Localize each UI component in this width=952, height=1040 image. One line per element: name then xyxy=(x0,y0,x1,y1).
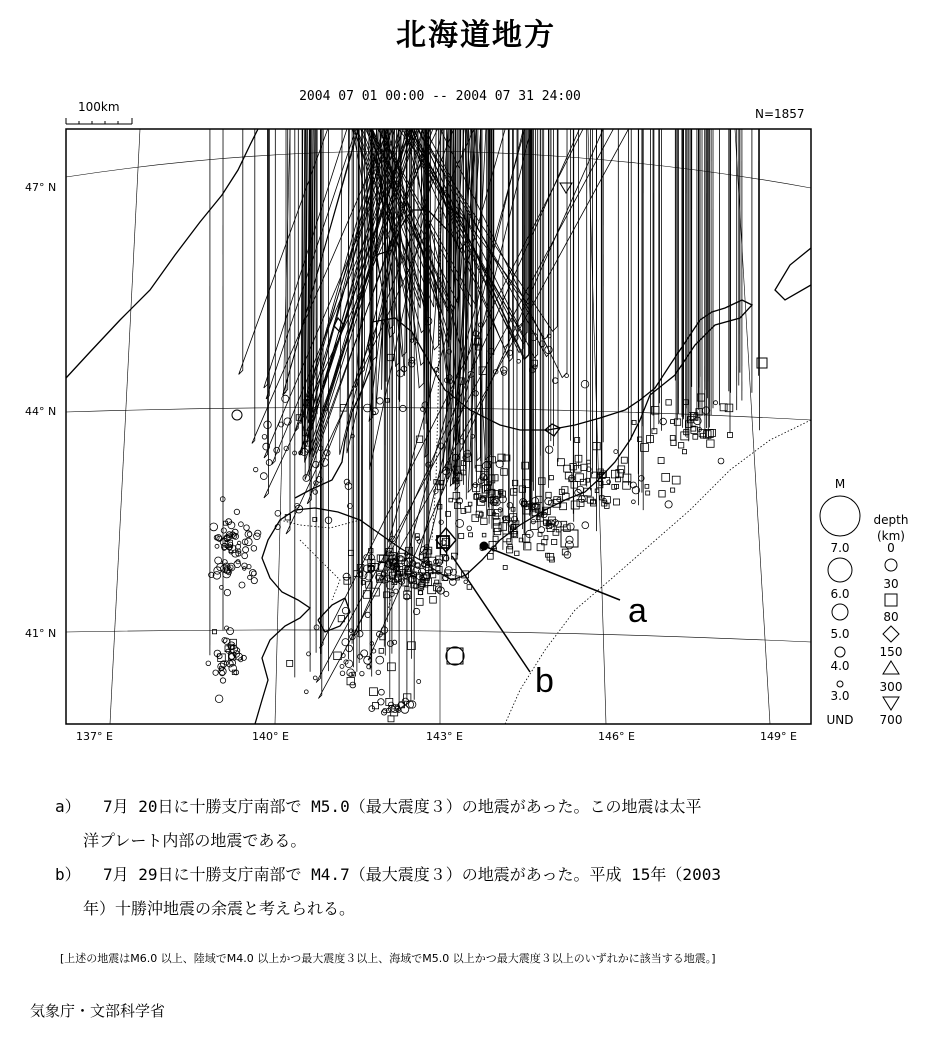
event-symbol xyxy=(720,404,727,411)
event-symbol xyxy=(342,639,349,646)
event-symbol xyxy=(576,474,584,482)
event-symbol xyxy=(314,625,319,630)
event-symbol xyxy=(493,536,498,541)
svg-text:0: 0 xyxy=(887,541,895,555)
event-symbol xyxy=(416,599,423,606)
event-symbol xyxy=(580,479,586,485)
magnitude-legend xyxy=(820,477,860,727)
event-symbol xyxy=(266,460,272,466)
event-symbol xyxy=(388,663,396,671)
event-symbol xyxy=(672,476,680,484)
event-symbol xyxy=(357,631,363,637)
event-symbol xyxy=(507,547,513,553)
scale-bar-label: 100km xyxy=(78,100,120,114)
lat-label-47: 47° N xyxy=(25,181,57,194)
lon-label-140: 140° E xyxy=(252,730,289,743)
svg-text:700: 700 xyxy=(879,713,903,727)
event-symbol xyxy=(577,499,584,506)
event-count: N=1857 xyxy=(755,107,805,121)
event-symbol xyxy=(347,677,354,684)
event-symbol xyxy=(581,380,589,388)
event-symbol xyxy=(503,565,507,569)
event-symbol xyxy=(481,518,487,524)
event-symbol xyxy=(378,699,384,705)
magnitude-legend-title: M xyxy=(834,477,846,491)
event-symbol xyxy=(287,660,293,666)
event-symbol xyxy=(595,489,599,493)
event-symbol xyxy=(678,443,683,448)
event-symbol xyxy=(234,509,239,514)
event-symbol xyxy=(239,582,245,588)
svg-text:6.0: 6.0 xyxy=(830,587,850,601)
event-symbol xyxy=(714,401,718,405)
event-symbol xyxy=(456,519,464,527)
event-symbol xyxy=(501,469,508,476)
event-symbol xyxy=(242,553,248,559)
event-symbol xyxy=(552,539,557,544)
event-symbol xyxy=(441,540,446,545)
note-a: a） 7月 20日に十勝支庁南部で M5.0（最大震度３）の地震があった。この地震は太平 洋プレート内部の地震である。 xyxy=(55,797,702,850)
event-symbol xyxy=(571,501,579,509)
event-symbol xyxy=(365,612,370,617)
event-symbol xyxy=(567,523,574,530)
event-symbol xyxy=(587,460,591,464)
period-label: 2004 07 01 00:00 -- 2004 07 31 24:00 xyxy=(299,89,581,104)
event-symbol xyxy=(340,664,344,668)
event-symbol xyxy=(304,690,308,694)
event-symbol xyxy=(549,476,553,480)
event-symbol xyxy=(469,533,473,537)
event-symbol xyxy=(320,1,649,649)
event-symbol xyxy=(313,490,318,495)
event-symbol xyxy=(623,482,631,490)
page-title: 北海道地方 xyxy=(396,18,556,53)
event-symbol xyxy=(379,689,385,695)
event-symbol xyxy=(693,434,698,439)
event-symbol xyxy=(515,551,519,555)
event-symbol xyxy=(473,391,478,396)
event-symbol xyxy=(379,649,384,654)
svg-text:UND: UND xyxy=(826,713,854,727)
event-symbol xyxy=(376,656,384,664)
earthquake-events xyxy=(206,0,759,722)
event-symbol xyxy=(358,654,363,659)
event-symbol xyxy=(671,440,676,445)
event-symbol xyxy=(507,502,513,508)
svg-text:5.0: 5.0 xyxy=(830,627,850,641)
event-symbol xyxy=(377,398,383,404)
event-symbol xyxy=(468,502,472,506)
event-symbol xyxy=(482,533,486,537)
event-symbol xyxy=(666,400,671,405)
event-symbol xyxy=(574,465,581,472)
event-symbol xyxy=(557,459,564,466)
event-symbol xyxy=(671,488,675,492)
event-symbol xyxy=(262,435,267,440)
event-symbol xyxy=(254,467,258,471)
event-symbol xyxy=(614,499,620,505)
event-symbol xyxy=(251,546,257,552)
event-symbol xyxy=(575,438,580,443)
event-symbol xyxy=(665,501,672,508)
event-symbol xyxy=(360,671,364,675)
svg-text:150: 150 xyxy=(879,645,903,659)
event-symbol xyxy=(621,457,627,463)
event-symbol xyxy=(467,526,472,531)
event-symbol xyxy=(658,458,664,464)
event-symbol xyxy=(251,578,257,584)
event-symbol xyxy=(394,589,398,593)
event-symbol xyxy=(400,405,406,411)
svg-text:300: 300 xyxy=(879,680,903,694)
annotation-b: b xyxy=(535,662,554,700)
event-symbol xyxy=(646,491,650,495)
svg-text:3.0: 3.0 xyxy=(830,689,850,703)
footnote: [上述の地震はM6.0 以上、陸域でM4.0 以上かつ最大震度３以上、海域でM5.0 以上かつ最大震度３以上のいずれかに該当する地震。] xyxy=(60,952,716,965)
event-symbol xyxy=(566,536,573,543)
credit: 気象庁・文部科学省 xyxy=(30,1002,166,1020)
depth-legend-title: depth xyxy=(873,513,909,527)
lon-label-149: 149° E xyxy=(760,730,797,743)
event-symbol xyxy=(388,716,394,722)
event-symbol xyxy=(417,680,421,684)
event-symbol xyxy=(632,420,636,424)
event-symbol xyxy=(376,670,381,675)
event-symbol xyxy=(623,474,631,482)
event-symbol xyxy=(346,645,353,652)
event-symbol xyxy=(652,429,657,434)
event-symbol xyxy=(536,496,542,502)
event-symbol xyxy=(472,515,479,522)
event-symbol xyxy=(582,522,589,529)
notes xyxy=(55,790,935,926)
event-symbol xyxy=(464,580,468,584)
event-symbol xyxy=(439,520,443,524)
event-b-marker xyxy=(437,536,449,548)
event-symbol xyxy=(227,628,234,635)
event-symbol xyxy=(487,553,493,559)
event-symbol xyxy=(248,575,252,579)
event-symbol xyxy=(239,522,244,527)
event-symbol xyxy=(363,565,370,572)
event-symbol xyxy=(275,510,281,516)
lon-label-143: 143° E xyxy=(426,730,463,743)
svg-text:30: 30 xyxy=(883,577,899,591)
event-symbol xyxy=(244,525,250,531)
event-symbol xyxy=(450,569,456,575)
event-symbol xyxy=(344,479,350,485)
event-symbol xyxy=(546,446,553,453)
lon-label-146: 146° E xyxy=(598,730,635,743)
depth-legend xyxy=(874,513,909,727)
event-symbol xyxy=(701,433,706,438)
event-symbol xyxy=(459,534,464,539)
event-symbol xyxy=(348,550,353,555)
event-symbol xyxy=(632,500,636,504)
event-symbol xyxy=(562,487,568,493)
event-symbol xyxy=(215,544,219,548)
event-symbol xyxy=(444,591,449,596)
event-symbol xyxy=(546,492,551,497)
lon-label-137: 137° E xyxy=(76,730,113,743)
event-symbol xyxy=(544,536,548,540)
svg-text:80: 80 xyxy=(883,610,899,624)
event-symbol xyxy=(436,559,442,565)
event-symbol xyxy=(264,1,388,388)
event-symbol xyxy=(728,433,733,438)
event-symbol xyxy=(660,418,667,425)
event-symbol xyxy=(206,661,211,666)
event-symbol xyxy=(662,474,670,482)
svg-text:(km): (km) xyxy=(876,529,906,543)
event-symbol xyxy=(682,450,686,454)
lat-label-41: 41° N xyxy=(25,627,57,640)
event-symbol xyxy=(479,512,483,516)
event-symbol xyxy=(645,485,649,489)
event-symbol xyxy=(564,465,571,472)
event-symbol xyxy=(340,671,345,676)
event-symbol xyxy=(670,436,675,441)
lat-label-44: 44° N xyxy=(25,405,57,418)
event-symbol xyxy=(430,597,437,604)
event-symbol xyxy=(215,695,223,703)
event-symbol xyxy=(282,395,289,402)
event-symbol xyxy=(571,482,578,489)
scale-bar xyxy=(66,118,132,124)
event-symbol xyxy=(536,516,540,520)
event-symbol xyxy=(213,670,218,675)
event-symbol xyxy=(418,591,422,595)
event-symbol xyxy=(616,470,624,478)
event-symbol xyxy=(718,458,724,464)
event-symbol xyxy=(215,557,222,564)
event-symbol xyxy=(614,450,618,454)
event-symbol xyxy=(221,528,226,533)
event-symbol xyxy=(210,523,218,531)
event-symbol xyxy=(342,607,349,614)
note-b: b） 7月 29日に十勝支庁南部で M4.7（最大震度３）の地震があった。平成 15年（2003 年）十勝沖地震の余震と考えられる。 xyxy=(55,865,721,918)
event-symbol xyxy=(681,432,689,440)
event-symbol xyxy=(397,370,404,377)
event-symbol xyxy=(370,688,378,696)
annotation-a: a xyxy=(628,592,647,630)
event-symbol xyxy=(343,573,350,580)
event-symbol xyxy=(313,676,317,680)
event-symbol xyxy=(473,483,478,488)
event-symbol xyxy=(260,473,267,480)
event-symbol xyxy=(707,440,714,447)
event-symbol xyxy=(647,436,654,443)
event-symbol xyxy=(361,650,368,657)
event-symbol xyxy=(428,586,436,594)
event-symbol xyxy=(659,491,665,497)
svg-text:4.0: 4.0 xyxy=(830,659,850,673)
event-symbol xyxy=(539,478,546,485)
event-symbol xyxy=(243,547,249,553)
svg-text:7.0: 7.0 xyxy=(830,541,850,555)
event-symbol xyxy=(220,678,225,683)
event-symbol xyxy=(449,498,453,502)
event-symbol xyxy=(224,589,230,595)
